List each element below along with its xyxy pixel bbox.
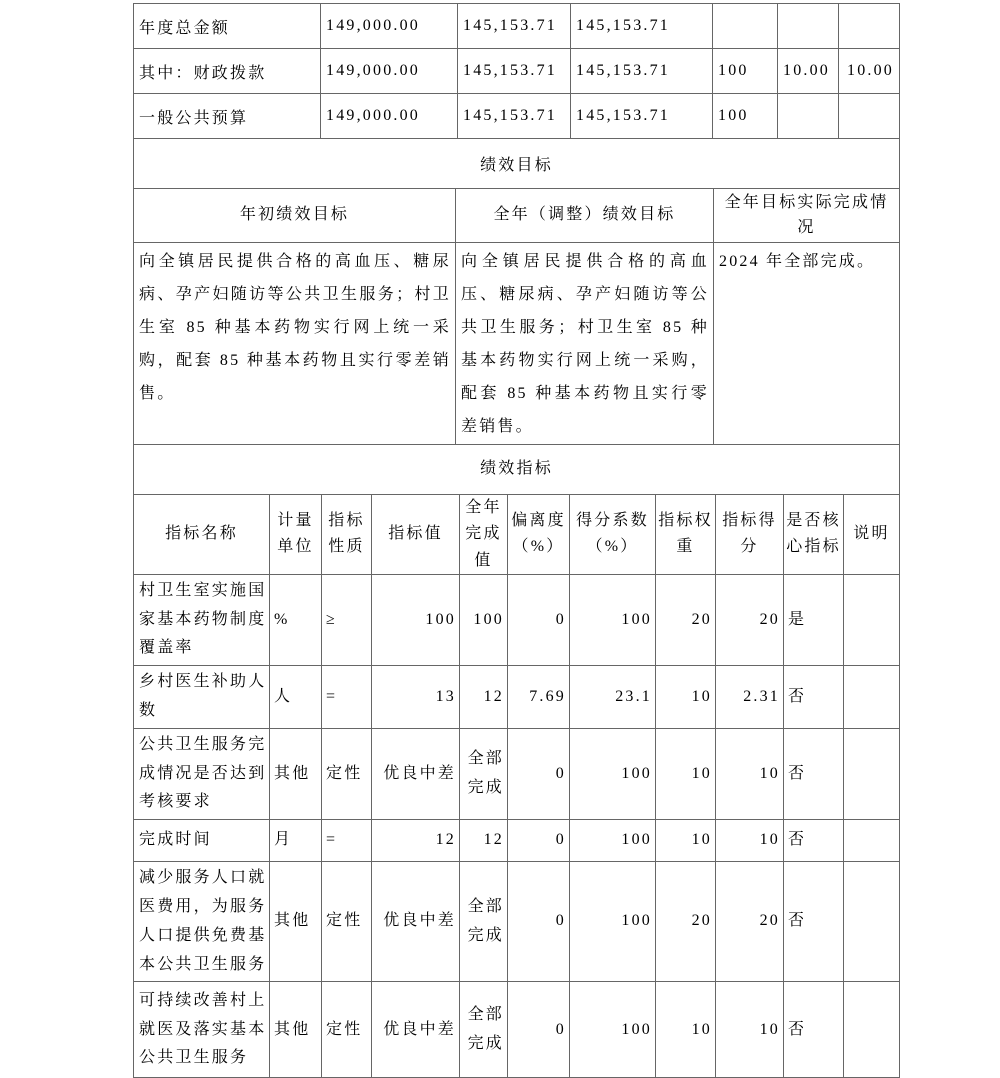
funding-amount-cell [778,94,839,139]
indicator-cell: 12 [372,820,460,862]
indicator-cell: 13 [372,666,460,729]
indicator-cell: 10 [716,728,784,819]
funding-row [134,4,900,49]
funding-amount-cell [778,4,839,49]
funding-amount-cell: 145,153.71 [571,49,713,94]
indicator-row [134,862,900,982]
indicator-cell: 否 [784,666,844,729]
indicator-cell: 12 [460,820,508,862]
funding-amount-cell: 145,153.71 [458,49,571,94]
indicator-cell: 减少服务人口就医费用，为服务人口提供免费基本公共卫生服务 [134,862,270,982]
indicator-column-header: 说明 [844,494,900,574]
indicator-cell: 10 [656,728,716,819]
indicator-cell: 20 [656,862,716,982]
indicator-cell: 否 [784,820,844,862]
indicator-row [134,666,900,729]
goals-section-banner-row [134,139,900,189]
indicators-section-title: 绩效指标 [134,444,900,494]
indicator-cell: 否 [784,862,844,982]
indicator-cell: 2.31 [716,666,784,729]
indicator-cell: 完成时间 [134,820,270,862]
indicator-column-header: 指标权重 [656,494,716,574]
indicator-column-header: 得分系数（%） [570,494,656,574]
indicator-cell: 20 [716,574,784,665]
indicator-cell [844,666,900,729]
indicator-column-header: 是否核心指标 [784,494,844,574]
indicator-cell: 10 [656,820,716,862]
funding-amounts-table [133,3,900,139]
indicator-cell [844,820,900,862]
indicator-column-header: 指标名称 [134,494,270,574]
indicator-row [134,728,900,819]
indicator-column-header: 计量单位 [270,494,322,574]
indicator-cell: 优良中差 [372,862,460,982]
indicators-header-row [134,494,900,574]
indicator-cell: 100 [372,574,460,665]
goal-actual-text: 2024 年全部完成。 [714,243,900,445]
indicator-cell: 0 [508,982,570,1078]
funding-row-label: 年度总金额 [134,4,321,49]
indicator-cell: 定性 [322,728,372,819]
indicator-column-header: 全年完成值 [460,494,508,574]
indicator-cell: 其他 [270,728,322,819]
goal-adjusted-text: 向全镇居民提供合格的高血压、糖尿病、孕产妇随访等公共卫生服务；村卫生室 85 种基本药物实行网上统一采购，配套 85 种基本药物且实行零差销售。 [456,243,714,445]
indicator-cell: 是 [784,574,844,665]
funding-row [134,49,900,94]
funding-amount-cell: 149,000.00 [321,94,458,139]
indicator-cell: 100 [460,574,508,665]
funding-amount-cell: 145,153.71 [458,94,571,139]
indicator-cell: 20 [716,862,784,982]
funding-amount-cell: 145,153.71 [458,4,571,49]
funding-amount-cell [713,4,778,49]
goals-col-actual: 全年目标实际完成情况 [714,189,900,243]
indicator-cell: 全部完成 [460,728,508,819]
indicator-cell: 村卫生室实施国家基本药物制度覆盖率 [134,574,270,665]
funding-amount-cell: 145,153.71 [571,4,713,49]
indicator-cell: 定性 [322,862,372,982]
indicator-cell: 全部完成 [460,982,508,1078]
funding-amount-cell: 145,153.71 [571,94,713,139]
indicator-cell: 否 [784,982,844,1078]
goals-header-row [134,189,900,243]
indicator-cell: 其他 [270,862,322,982]
indicator-cell: 月 [270,820,322,862]
goals-content-row [134,243,900,445]
indicator-cell: 10 [656,666,716,729]
performance-goals-table [133,138,900,445]
indicator-cell: 优良中差 [372,728,460,819]
indicator-cell: 100 [570,728,656,819]
funding-row-label: 其中：财政拨款 [134,49,321,94]
funding-amount-cell [839,94,900,139]
funding-amount-cell: 149,000.00 [321,4,458,49]
indicator-cell [844,574,900,665]
funding-amount-cell: 10.00 [839,49,900,94]
funding-amount-cell [839,4,900,49]
indicator-cell: 其他 [270,982,322,1078]
indicator-row [134,574,900,665]
indicator-cell [844,862,900,982]
indicator-cell: 公共卫生服务完成情况是否达到考核要求 [134,728,270,819]
funding-amount-cell: 100 [713,49,778,94]
goals-col-adjusted: 全年（调整）绩效目标 [456,189,714,243]
indicator-cell: 10 [716,820,784,862]
funding-row [134,94,900,139]
indicator-column-header: 指标得分 [716,494,784,574]
indicator-cell [844,728,900,819]
indicator-cell: 乡村医生补助人数 [134,666,270,729]
indicators-section-banner-row [134,444,900,494]
indicator-cell: 10 [716,982,784,1078]
funding-row-label: 一般公共预算 [134,94,321,139]
indicator-row [134,820,900,862]
indicator-cell: = [322,820,372,862]
indicator-cell: 定性 [322,982,372,1078]
goals-section-title: 绩效目标 [134,139,900,189]
indicator-cell: 12 [460,666,508,729]
indicator-cell: 20 [656,574,716,665]
indicator-cell: 0 [508,574,570,665]
indicator-cell: 100 [570,862,656,982]
indicator-cell: ≥ [322,574,372,665]
indicator-cell: 100 [570,574,656,665]
goals-col-initial: 年初绩效目标 [134,189,456,243]
funding-amount-cell: 149,000.00 [321,49,458,94]
indicator-cell: 0 [508,820,570,862]
indicator-cell: 100 [570,820,656,862]
indicator-cell: 否 [784,728,844,819]
indicator-column-header: 指标值 [372,494,460,574]
indicator-column-header: 指标性质 [322,494,372,574]
report-document [133,3,899,1078]
indicator-cell: 全部完成 [460,862,508,982]
indicator-cell: 可持续改善村上就医及落实基本公共卫生服务 [134,982,270,1078]
indicator-cell: 0 [508,862,570,982]
funding-amount-cell: 100 [713,94,778,139]
indicator-row [134,982,900,1078]
indicator-column-header: 偏离度（%） [508,494,570,574]
goal-initial-text: 向全镇居民提供合格的高血压、糖尿病、孕产妇随访等公共卫生服务；村卫生室 85 种基本药物实行网上统一采购，配套 85 种基本药物且实行零差销售。 [134,243,456,445]
indicator-cell: 23.1 [570,666,656,729]
indicator-cell: 优良中差 [372,982,460,1078]
performance-indicators-table [133,444,900,1078]
indicator-cell: % [270,574,322,665]
indicator-cell [844,982,900,1078]
funding-amount-cell: 10.00 [778,49,839,94]
indicator-cell: 人 [270,666,322,729]
indicator-cell: 0 [508,728,570,819]
indicator-cell: = [322,666,372,729]
indicator-cell: 10 [656,982,716,1078]
indicator-cell: 100 [570,982,656,1078]
indicator-cell: 7.69 [508,666,570,729]
